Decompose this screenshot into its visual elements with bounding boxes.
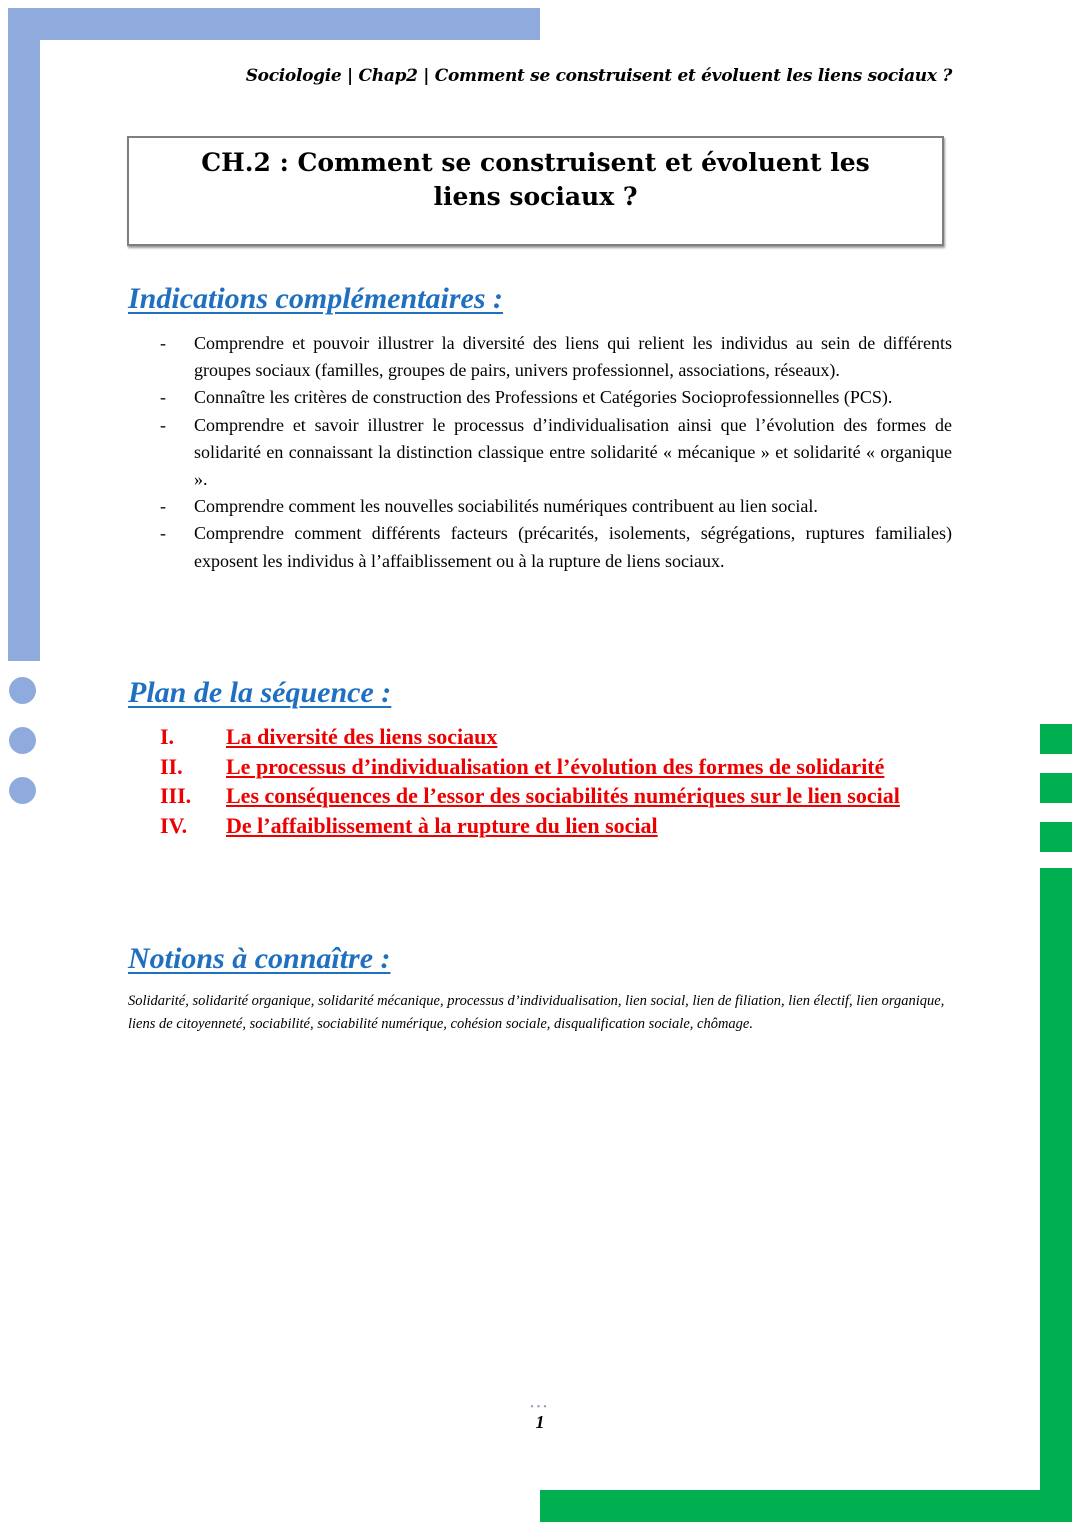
notions-text: Solidarité, solidarité organique, solidarité mécanique, processus d’individualisation, lien social, lien de filiation, lien électif, lien organique, liens de citoyenneté, sociabilité, sociabilité numérique, cohésion sociale, disqualification sociale, chômage. (128, 993, 945, 1032)
page-title: CH.2 : Comment se construisent et évoluent les liens sociaux ? (201, 148, 870, 211)
blue-dot (9, 727, 36, 754)
title-box (127, 136, 944, 246)
blue-dot (9, 677, 36, 704)
list-item: - Comprendre comment différents facteurs (précarités, isolements, ségrégations, ruptures familiales) exposent les individus à l’affaiblissement ou à la rupture de liens sociaux. (160, 523, 952, 571)
plan-list (160, 722, 952, 840)
list-item: - Comprendre comment les nouvelles sociabilités numériques contribuent au lien social. (160, 496, 818, 517)
running-header: Sociologie | Chap2 | Comment se construisent et évoluent les liens sociaux ? (245, 66, 952, 86)
bottom-green-bar (540, 1490, 1072, 1522)
list-item: - Comprendre et pouvoir illustrer la diversité des liens qui relient les individus au sein de différents groupes sociaux (familles, groupes de pairs, univers professionnel, associations, réseaux). (160, 333, 952, 381)
list-item: - Comprendre et savoir illustrer le processus d’individualisation ainsi que l’évolution des formes de solidarité en connaissant la distinction classique entre solidarité « mécanique » et solidarité « organique ». (160, 414, 952, 490)
top-blue-bar (8, 8, 540, 40)
plan-item: III. Les conséquences de l’essor des sociabilités numériques sur le lien social (160, 783, 900, 808)
right-green-bar (1040, 868, 1072, 1522)
blue-dot (9, 777, 36, 804)
plan-heading: Plan de la séquence : (128, 676, 392, 709)
footer-dots: ••• (530, 1402, 550, 1413)
page-number: 1 (535, 1412, 545, 1432)
indications-heading: Indications complémentaires : (128, 282, 503, 315)
notions-heading: Notions à connaître : (128, 942, 391, 975)
indications-list (160, 330, 952, 575)
left-blue-bar (8, 8, 40, 661)
plan-item: I. La diversité des liens sociaux (160, 724, 498, 749)
list-item: - Connaître les critères de construction des Professions et Catégories Socioprofessionnelles (PCS). (160, 387, 893, 408)
green-square (1040, 724, 1072, 754)
plan-item: II. Le processus d’individualisation et l’évolution des formes de solidarité (160, 753, 885, 779)
page-footer (520, 1404, 560, 1433)
green-square (1040, 822, 1072, 852)
plan-item: IV. De l’affaiblissement à la rupture du lien social (160, 812, 658, 838)
green-square (1040, 773, 1072, 803)
